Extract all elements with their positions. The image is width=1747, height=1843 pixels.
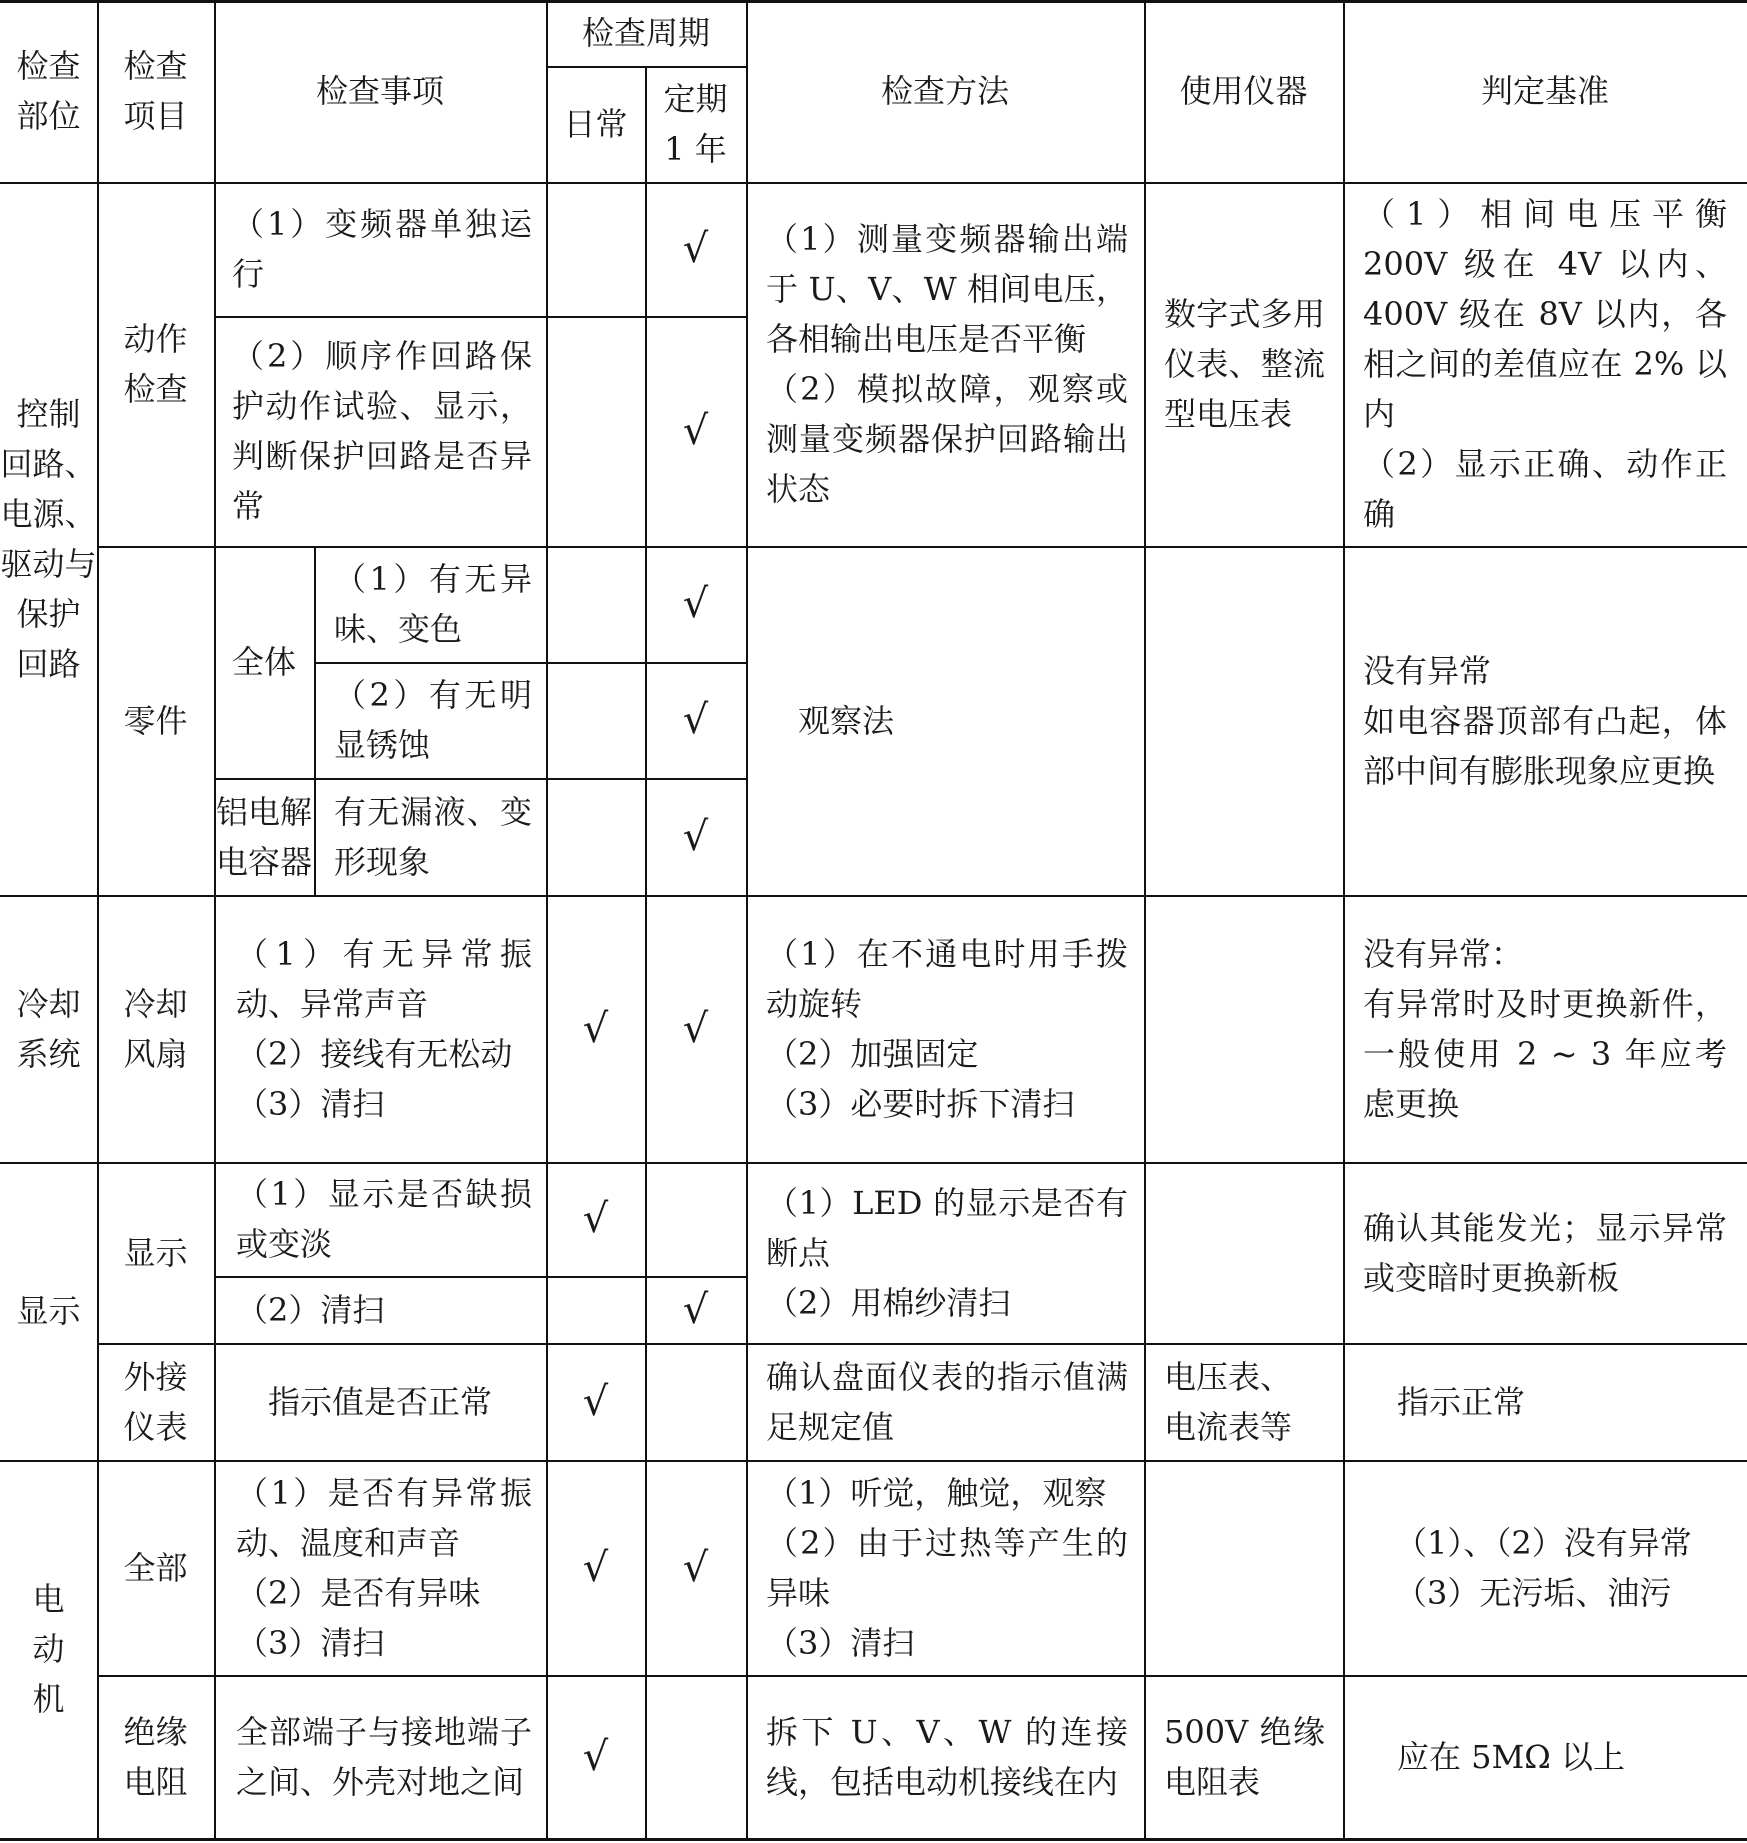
cooling-matter: （1）有无异常振动、异常声音 （2）接线有无松动 （3）清扫 xyxy=(236,934,532,1123)
motor-all-method: （1）听觉，触觉，观察 （2）由于过热等产生的异味 （3）清扫 xyxy=(766,1473,1128,1662)
display-matter-2: （2）清扫 xyxy=(236,1290,385,1329)
insulation-daily-check: √ xyxy=(582,1733,609,1780)
parts-matter-1: （1）有无异味、变色 xyxy=(334,560,532,648)
meter-method: 确认盘面仪表的指示值满足规定值 xyxy=(766,1357,1128,1446)
meter-instrument: 电压表、 电流表等 xyxy=(1164,1357,1293,1446)
display-matter-1: （1）显示是否缺损或变淡 xyxy=(236,1175,532,1263)
motor-all-criteria: （1）、（2）没有异常 （3）无污垢、油污 xyxy=(1395,1523,1692,1612)
item-parts: 零件 xyxy=(123,701,188,740)
header-instrument: 使用仪器 xyxy=(1179,72,1308,110)
insulation-matter: 全部端子与接地端子之间、外壳对地之间 xyxy=(236,1712,532,1801)
motor-daily-check: √ xyxy=(582,1544,609,1591)
header-periodic: 定期 1 年 xyxy=(663,80,728,168)
parts-method: 观察法 xyxy=(798,701,895,740)
part-motor: 电 动 机 xyxy=(32,1580,65,1718)
insulation-instrument: 500V 绝缘电阻表 xyxy=(1164,1712,1325,1801)
display-periodic-check: √ xyxy=(682,1286,709,1333)
meter-criteria: 指示正常 xyxy=(1397,1382,1526,1421)
display-criteria: 确认其能发光；显示异常或变暗时更换新板 xyxy=(1363,1208,1727,1297)
header-matter: 检查事项 xyxy=(315,72,444,110)
action-criteria: （1）相间电压平衡 200V 级在 4V 以内、400V 级在 8V 以内，各相之间的差值应在 2% 以内 （2）显示正确、动作正确 xyxy=(1363,195,1727,533)
action-periodic-check-1: √ xyxy=(682,226,709,272)
cooling-daily-check: √ xyxy=(582,1005,609,1052)
header-part: 检查 部位 xyxy=(16,47,81,135)
part-cooling: 冷却 系统 xyxy=(16,984,81,1073)
action-matter-2: （2）顺序作回路保护动作试验、显示，判断保护回路是否异常 xyxy=(232,337,532,525)
action-matter-1: （1）变频器单独运行 xyxy=(232,205,532,293)
parts-periodic-check-3: √ xyxy=(682,813,709,860)
item-action-check: 动作 检查 xyxy=(123,320,188,408)
motor-periodic-check: √ xyxy=(682,1544,709,1591)
motor-all-matter: （1）是否有异常振动、温度和声音 （2）是否有异味 （3）清扫 xyxy=(236,1473,532,1662)
item-cooling-fan: 冷却 风扇 xyxy=(123,984,188,1073)
item-external-meter: 外接 仪表 xyxy=(123,1357,188,1446)
parts-capacitor: 铝电解 电容器 xyxy=(215,792,312,881)
cooling-method: （1）在不通电时用手拨动旋转 （2）加强固定 （3）必要时拆下清扫 xyxy=(766,934,1128,1123)
item-display: 显示 xyxy=(123,1233,188,1272)
part-control: 控制 回路、 电源、 驱动与 保护 回路 xyxy=(0,394,97,683)
display-method: （1）LED 的显示是否有断点 （2）用棉纱清扫 xyxy=(766,1183,1128,1322)
meter-daily-check: √ xyxy=(582,1378,609,1425)
parts-periodic-check-1: √ xyxy=(682,581,709,627)
header-cycle: 检查周期 xyxy=(581,14,710,52)
meter-matter: 指示值是否正常 xyxy=(267,1382,492,1421)
header-daily: 日常 xyxy=(563,105,628,143)
parts-periodic-check-2: √ xyxy=(682,697,709,743)
insulation-criteria: 应在 5MΩ 以上 xyxy=(1397,1737,1626,1776)
parts-matter-3: 有无漏液、变形现象 xyxy=(334,792,532,881)
cooling-criteria: 没有异常： 有异常时及时更换新件，一般使用 2 ~ 3 年应考虑更换 xyxy=(1363,934,1727,1123)
item-insulation-resistance: 绝缘 电阻 xyxy=(123,1712,188,1801)
cooling-periodic-check: √ xyxy=(682,1005,709,1052)
header-item: 检查 项目 xyxy=(123,47,188,135)
header-criteria: 判定基准 xyxy=(1480,72,1609,110)
display-daily-check: √ xyxy=(582,1196,609,1242)
item-motor-all: 全部 xyxy=(123,1548,188,1587)
parts-criteria: 没有异常 如电容器顶部有凸起，体部中间有膨胀现象应更换 xyxy=(1363,651,1727,790)
header-method: 检查方法 xyxy=(880,72,1009,110)
action-instrument: 数字式多用仪表、整流型电压表 xyxy=(1164,295,1325,433)
parts-matter-2: （2）有无明显锈蚀 xyxy=(334,676,532,764)
action-method: （1）测量变频器输出端于 U、V、W 相间电压，各相输出电压是否平衡 （2）模拟故障，观察或测量变频器保护回路输出状态 xyxy=(766,220,1128,508)
part-display: 显示 xyxy=(16,1292,81,1330)
parts-whole: 全体 xyxy=(231,643,296,681)
action-periodic-check-2: √ xyxy=(682,408,709,454)
table-bottom-border xyxy=(0,1838,1747,1841)
insulation-method: 拆下 U、V、W 的连接线，包括电动机接线在内 xyxy=(766,1712,1128,1801)
